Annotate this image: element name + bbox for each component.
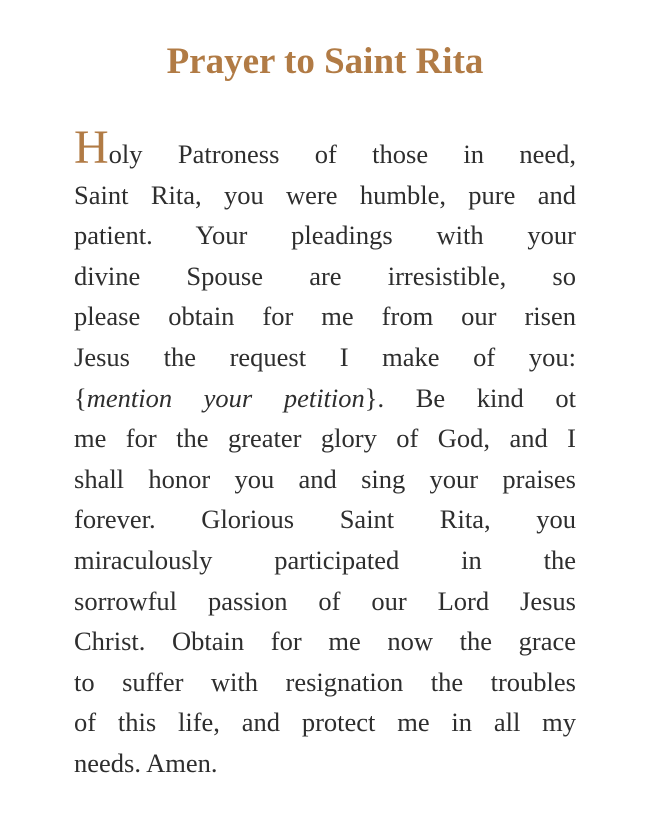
prayer-line: shall honor you and sing your praises [74, 463, 576, 494]
drop-cap: H [74, 121, 109, 174]
brace-close-text: }. Be kind ot [364, 382, 576, 413]
prayer-line: forever. Glorious Saint Rita, you [74, 504, 576, 535]
prayer-line: please obtain for me from our risen [74, 301, 576, 332]
prayer-line: me for the greater glory of God, and I [74, 423, 576, 454]
page-title: Prayer to Saint Rita [166, 41, 484, 82]
prayer-line: patient. Your pleadings with your [74, 220, 576, 251]
prayer-line: to suffer with resignation the troubles [74, 666, 576, 697]
prayer-line: needs. Amen. [74, 747, 218, 778]
prayer-line: Saint Rita, you were humble, pure and [74, 179, 576, 210]
petition-placeholder: mention your petition [86, 382, 365, 413]
prayer-line [74, 378, 576, 419]
prayer-line [74, 121, 576, 175]
prayer-line: divine Spouse are irresistible, so [74, 260, 576, 291]
prayer-line-text: oly Patroness of those in need, [108, 139, 576, 169]
prayer-line: sorrowful passion of our Lord Jesus [74, 585, 576, 616]
prayer-text [74, 121, 576, 784]
brace-open: { [74, 382, 87, 413]
prayer-line: Christ. Obtain for me now the grace [74, 626, 576, 657]
prayer-line: of this life, and protect me in all my [74, 707, 576, 738]
prayer-line: Jesus the request I make of you: [74, 341, 576, 372]
prayer-line: miraculously participated in the [74, 544, 576, 575]
